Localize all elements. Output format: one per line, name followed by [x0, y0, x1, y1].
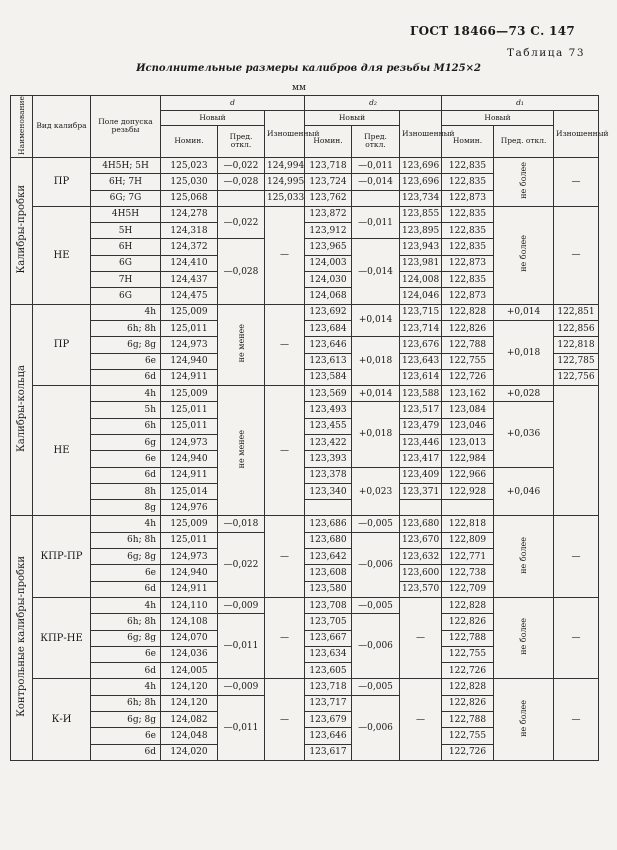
table-row: 6e 124,940 123,613 123,643 122,755 122,785 — [11, 353, 599, 369]
table-row: 6d 124,911 123,580 123,570 122,709 — [11, 581, 599, 597]
table-row: 6e 124,048 123,646 122,755 — [11, 728, 599, 744]
table-row: 6G 124,475 124,068 124,046 122,873 — [11, 288, 599, 304]
col-d-pred: Пред. откл. — [218, 125, 265, 157]
page-header: ГОСТ 18466—73 С. 147 — [410, 24, 575, 38]
col-d-new: Новый — [161, 111, 265, 126]
kind-label: КПР-ПР — [33, 516, 91, 597]
table-row: Калибры-пробки ПР 4H5H; 5H 125,023 —0,022 124,994 123,718 —0,011 123,696 122,835 не более — — [11, 157, 599, 173]
col-name: Наименование — [11, 96, 33, 158]
table-title: Исполнительные размеры калибров для резьбы М125×2 — [136, 63, 481, 74]
kind-label: КПР-НЕ — [33, 597, 91, 678]
table-row: 6d 124,911 123,584 123,614 122,726 122,756 — [11, 369, 599, 385]
table-row: 6G; 7G 125,068 125,033 123,762 123,734 122,873 — [11, 190, 599, 206]
table-row: 6h 125,011 123,455 123,479 123,046 — [11, 418, 599, 434]
table-row: Калибры-кольца ПР 4h 125,009 не менее — 123,692 +0,014 123,715 122,828 +0,014 122,851 — [11, 304, 599, 320]
col-d: d — [161, 96, 305, 111]
col-kind: Вид калибра — [33, 96, 91, 158]
table-row: 6e 124,940 123,393 123,417 122,984 — [11, 451, 599, 467]
table-row: 6g; 8g 124,973 123,642 123,632 122,771 — [11, 549, 599, 565]
kind-label: ПР — [33, 157, 91, 206]
table-row: 6e 124,940 123,608 123,600 122,738 — [11, 565, 599, 581]
col-d2-worn: Изношенный — [400, 111, 442, 158]
table-row: 6G 124,410 124,003 123,981 122,873 — [11, 255, 599, 271]
col-d2-nom: Номин. — [305, 125, 352, 157]
table-row: 6g; 8g 124,082 123,679 122,788 — [11, 712, 599, 728]
col-d1-nom: Номин. — [442, 125, 494, 157]
table-row: Контрольные калибры-пробки КПР-ПР 4h 125,009 —0,018 — 123,686 —0,005 123,680 122,818 не более — — [11, 516, 599, 532]
table-row: 7H 124,437 124,030 124,008 122,835 — [11, 272, 599, 288]
col-d2-pred: Пред. откл. — [352, 125, 400, 157]
col-d1-worn: Изношенный — [554, 111, 599, 158]
col-d1: d₁ — [442, 96, 599, 111]
table-row: 6H; 7H 125,030 —0,028 124,995 123,724 —0,014 123,696 122,835 — [11, 174, 599, 190]
table-row: 6h; 8h 124,120 —0,011 123,717 —0,006 122,826 — [11, 695, 599, 711]
table-row: 6d 124,005 123,605 122,726 — [11, 663, 599, 679]
table-row: 8g 124,976 — [11, 500, 599, 516]
table-row: 6d 124,020 123,617 122,726 — [11, 744, 599, 760]
col-d-nom: Номин. — [161, 125, 218, 157]
table-number: Таблица 73 — [507, 47, 585, 59]
calibers-table — [10, 95, 609, 761]
table-row: НЕ 4h 125,009 не менее — 123,569 +0,014 123,588 123,162 +0,028 — [11, 386, 599, 402]
table-row: 6d 124,911 123,378 +0,023 123,409 122,966 +0,046 — [11, 467, 599, 483]
col-field: Поле допуска резьбы — [91, 96, 161, 158]
table-row: 6g; 8g 124,973 123,646 +0,018 123,676 122,788 122,818 — [11, 337, 599, 353]
col-d1-new: Новый — [442, 111, 554, 126]
kind-label: ПР — [33, 304, 91, 385]
kind-label: НЕ — [33, 206, 91, 304]
col-d2: d₂ — [305, 96, 442, 111]
kind-label: НЕ — [33, 386, 91, 516]
kind-label: К-И — [33, 679, 91, 760]
col-d2-new: Новый — [305, 111, 400, 126]
table-row: 6h; 8h 125,011 123,684 123,714 122,826 +0,018 122,856 — [11, 320, 599, 336]
col-d1-pred: Пред. откл. — [494, 125, 554, 157]
table-row: 5h 125,011 123,493 +0,018 123,517 123,084 +0,036 — [11, 402, 599, 418]
table-row: 8h 125,014 123,340 123,371 122,928 — [11, 483, 599, 499]
table-row: 6e 124,036 123,634 122,755 — [11, 646, 599, 662]
table-row: 6H 124,372 —0,028 123,965 —0,014 123,943 122,835 — [11, 239, 599, 255]
table-row: 6h; 8h 125,011 —0,022 123,680 —0,006 123,670 122,809 — [11, 532, 599, 548]
table-row: 6g; 8g 124,070 123,667 122,788 — [11, 630, 599, 646]
table-row: К-И 4h 124,120 —0,009 — 123,718 —0,005 — 122,828 не более — — [11, 679, 599, 695]
group-label: Калибры-пробки — [11, 157, 33, 304]
unit-label: мм — [292, 83, 307, 93]
table-row: НЕ 4H5H 124,278 —0,022 — 123,872 —0,011 123,855 122,835 не более — — [11, 206, 599, 222]
table-row: КПР-НЕ 4h 124,110 —0,009 — 123,708 —0,005 — 122,828 не более — — [11, 597, 599, 613]
table-row: 6h; 8h 124,108 —0,011 123,705 —0,006 122,826 — [11, 614, 599, 630]
col-d-worn: Изношенный — [265, 111, 305, 158]
group-label: Калибры-кольца — [11, 304, 33, 516]
table-row: 5H 124,318 123,912 123,895 122,835 — [11, 223, 599, 239]
group-label: Контрольные калибры-пробки — [11, 516, 33, 760]
table-row: 6g 124,973 123,422 123,446 123,013 — [11, 434, 599, 450]
